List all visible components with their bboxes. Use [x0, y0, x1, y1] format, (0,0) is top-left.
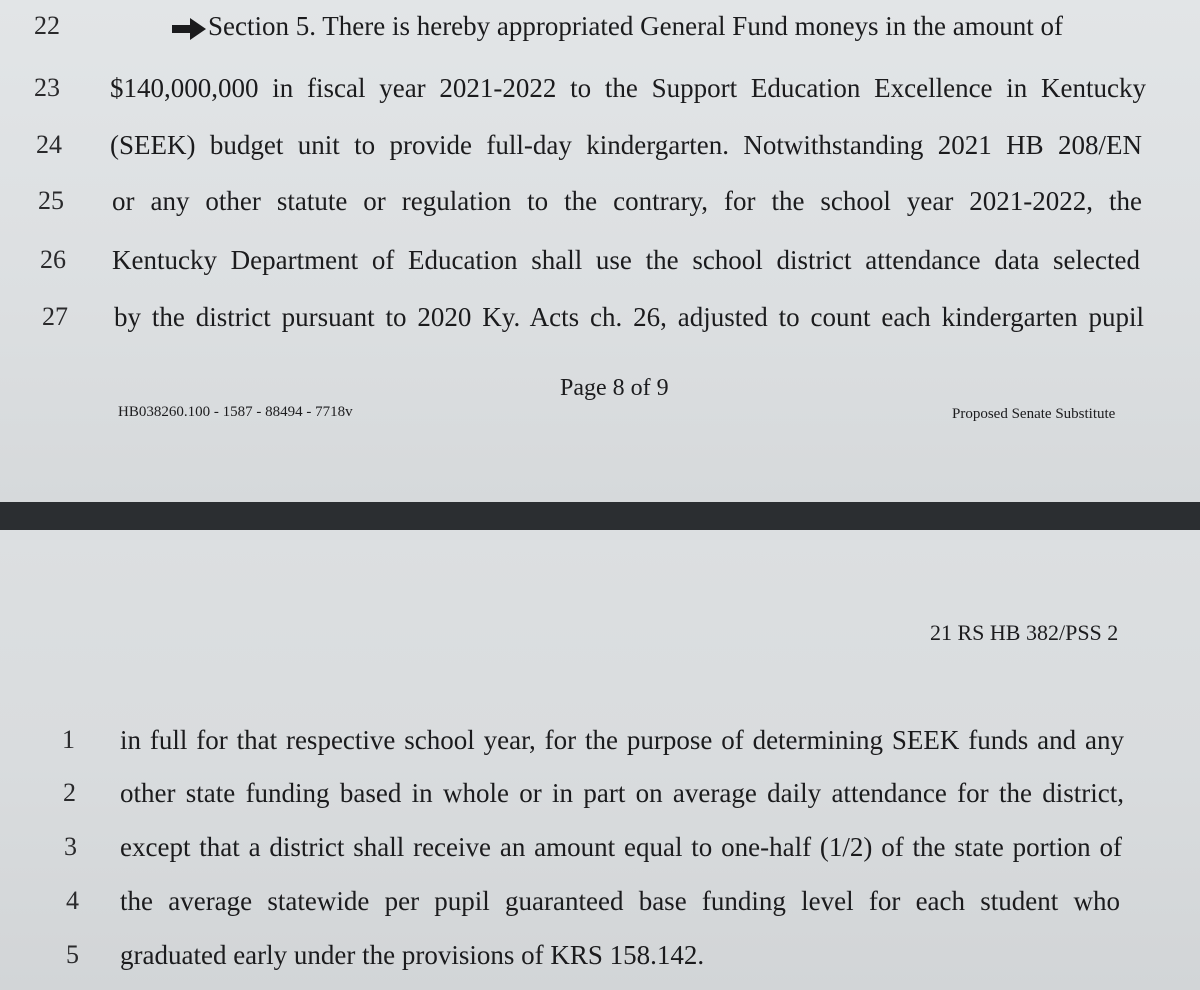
bill-line-5: [0, 935, 1200, 975]
line-number: 2: [63, 778, 76, 807]
arrow-right-icon: [172, 18, 206, 40]
line-text: other state funding based in whole or in part on average daily attendance for the district,: [120, 778, 1124, 808]
bill-line-4: [0, 881, 1200, 921]
bill-line-23: [0, 68, 1200, 108]
line-text: or any other statute or regulation to the contrary, for the school year 2021-2022, the: [112, 186, 1142, 216]
line-text: except that a district shall receive an amount equal to one-half (1/2) of the state portion of: [120, 832, 1122, 862]
line-text: in full for that respective school year, for the purpose of determining SEEK funds and any: [120, 725, 1124, 755]
line-number: 4: [66, 886, 79, 915]
page-break-divider: [0, 502, 1200, 530]
line-number: 26: [40, 245, 66, 274]
bill-line-3: [0, 827, 1200, 867]
line-text: $140,000,000 in fiscal year 2021-2022 to the Support Education Excellence in Kentucky: [110, 73, 1146, 103]
line-text: Kentucky Department of Education shall use the school district attendance data selected: [112, 245, 1140, 275]
line-number: 3: [64, 832, 77, 861]
document-page-9: [0, 530, 1200, 990]
footer-proposed-substitute: Proposed Senate Substitute: [952, 406, 1116, 422]
line-number: 27: [42, 302, 68, 331]
bill-line-26: [0, 240, 1200, 280]
page-indicator: Page 8 of 9: [560, 375, 669, 401]
bill-line-24: [0, 125, 1200, 165]
line-text: (SEEK) budget unit to provide full-day kindergarten. Notwithstanding 2021 HB 208/EN: [110, 130, 1142, 160]
line-text: by the district pursuant to 2020 Ky. Acts ch. 26, adjusted to count each kindergarten pupil: [114, 302, 1144, 332]
line-text: Section 5. There is hereby appropriated General Fund moneys in the amount of: [208, 11, 1064, 41]
line-number: 22: [34, 11, 60, 40]
line-number: 1: [62, 725, 75, 754]
bill-line-22: [0, 6, 1200, 46]
bill-header: 21 RS HB 382/PSS 2: [930, 620, 1119, 645]
bill-line-25: [0, 181, 1200, 221]
bill-line-1: [0, 720, 1200, 760]
footer-document-id: HB038260.100 - 1587 - 88494 - 7718v: [118, 404, 353, 420]
line-text: the average statewide per pupil guaranteed base funding level for each student who: [120, 886, 1120, 916]
bill-line-27: [0, 297, 1200, 337]
line-number: 24: [36, 130, 62, 159]
bill-line-2: [0, 773, 1200, 813]
line-text: graduated early under the provisions of KRS 158.142.: [120, 940, 705, 970]
line-number: 5: [66, 940, 79, 969]
line-number: 25: [38, 186, 64, 215]
line-number: 23: [34, 73, 60, 102]
